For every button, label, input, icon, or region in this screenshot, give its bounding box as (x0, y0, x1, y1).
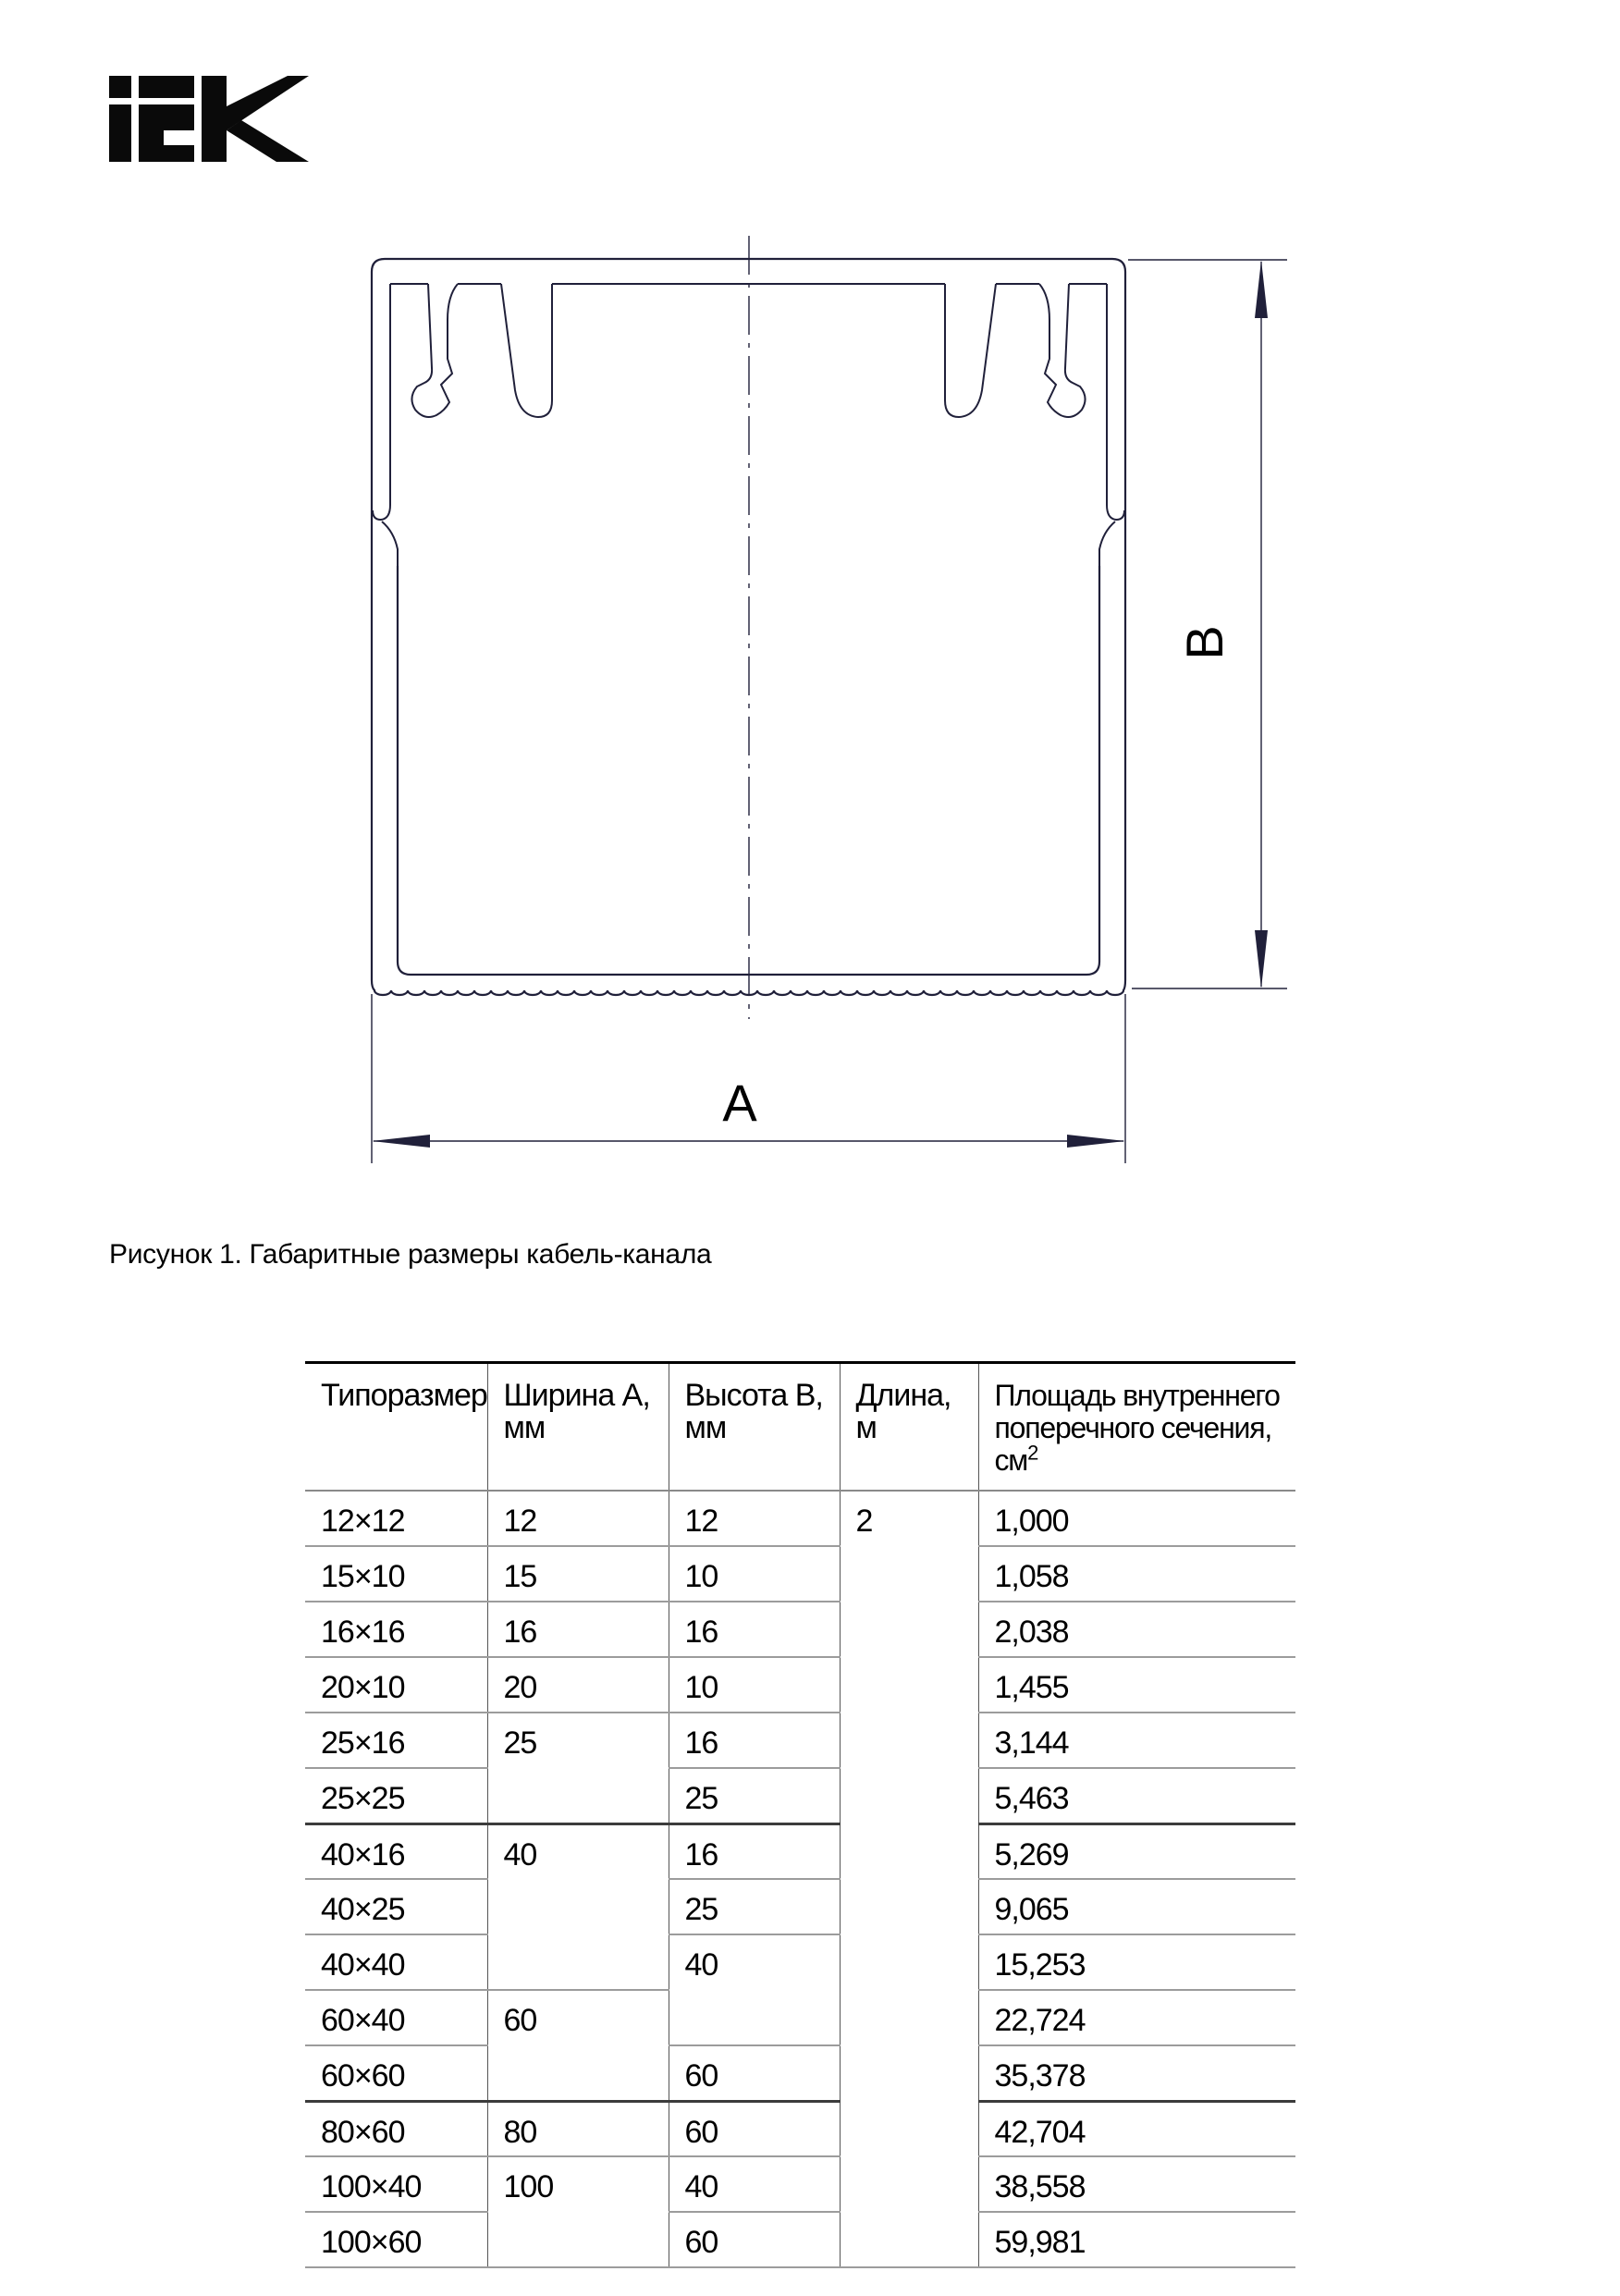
table-row (305, 1934, 1295, 1990)
header-length: Длина, м (840, 1363, 978, 1492)
cell-size: 25×16 (305, 1713, 487, 1768)
header-size: Типоразмер (305, 1363, 487, 1492)
cell-area: 22,724 (978, 1990, 1295, 2045)
cell-area: 15,253 (978, 1934, 1295, 1990)
cell-height: 40 (669, 1934, 840, 2045)
cell-height: 16 (669, 1823, 840, 1879)
cell-width: 15 (487, 1546, 669, 1602)
cell-area: 35,378 (978, 2045, 1295, 2101)
logo-i-dot (109, 76, 131, 98)
cell-length: 2 (840, 1491, 978, 2267)
latch-right (945, 284, 1124, 566)
cell-area: 5,463 (978, 1768, 1295, 1823)
logo-e-top (139, 76, 194, 98)
cell-height: 60 (669, 2101, 840, 2156)
logo-e-body (139, 104, 194, 162)
cell-area: 1,000 (978, 1491, 1295, 1546)
dimension-a (372, 1074, 1125, 1148)
cell-area: 1,455 (978, 1657, 1295, 1713)
cell-size: 16×16 (305, 1602, 487, 1657)
table-row (305, 2045, 1295, 2101)
cell-height: 25 (669, 1879, 840, 1934)
table-row (305, 2101, 1295, 2156)
cell-area: 38,558 (978, 2156, 1295, 2212)
table-row (305, 1546, 1295, 1602)
cell-height: 12 (669, 1491, 840, 1546)
cell-height: 25 (669, 1768, 840, 1823)
cell-width: 80 (487, 2101, 669, 2156)
header-area-superscript: 2 (1027, 1441, 1039, 1465)
cell-height: 16 (669, 1713, 840, 1768)
cell-size: 15×10 (305, 1546, 487, 1602)
cell-width: 20 (487, 1657, 669, 1713)
cell-width: 12 (487, 1491, 669, 1546)
arrowhead-up-icon (1255, 260, 1268, 318)
latch-left (373, 284, 552, 566)
cell-height: 10 (669, 1657, 840, 1713)
table-row (305, 1602, 1295, 1657)
dim-label-a: A (722, 1074, 757, 1132)
cell-size: 60×60 (305, 2045, 487, 2101)
cell-area: 9,065 (978, 1879, 1295, 1934)
cell-width: 25 (487, 1713, 669, 1823)
cell-size: 60×40 (305, 1990, 487, 2045)
cell-area: 3,144 (978, 1713, 1295, 1768)
cell-size: 40×16 (305, 1823, 487, 1879)
dim-label-b: B (1175, 625, 1233, 660)
table-row (305, 1823, 1295, 1879)
cell-area: 59,981 (978, 2212, 1295, 2267)
cell-height: 10 (669, 1546, 840, 1602)
table-row (305, 1657, 1295, 1713)
header-area-line1: Площадь внутреннего (994, 1379, 1280, 1412)
cell-size: 100×60 (305, 2212, 487, 2267)
table-row (305, 2156, 1295, 2212)
cell-height: 40 (669, 2156, 840, 2212)
table-row (305, 1879, 1295, 1934)
dimensions-table (305, 1361, 1295, 2268)
arrowhead-right-icon (1067, 1135, 1125, 1148)
cell-width: 40 (487, 1823, 669, 1990)
cell-area: 2,038 (978, 1602, 1295, 1657)
cell-height: 60 (669, 2212, 840, 2267)
header-area-line2: поперечного сечения, см (994, 1411, 1272, 1477)
cell-width: 16 (487, 1602, 669, 1657)
cell-height: 60 (669, 2045, 840, 2101)
cell-size: 100×40 (305, 2156, 487, 2212)
cell-size: 20×10 (305, 1657, 487, 1713)
cell-width: 60 (487, 1990, 669, 2101)
cell-area: 42,704 (978, 2101, 1295, 2156)
logo-i-stem (109, 104, 131, 162)
extension-lines (372, 260, 1287, 1163)
cell-size: 40×40 (305, 1934, 487, 1990)
figure-caption: Рисунок 1. Габаритные размеры кабель-канала (109, 1239, 712, 1270)
cell-height: 16 (669, 1602, 840, 1657)
table-row (305, 1768, 1295, 1823)
cell-area: 5,269 (978, 1823, 1295, 1879)
cell-size: 25×25 (305, 1768, 487, 1823)
cell-size: 80×60 (305, 2101, 487, 2156)
cable-channel-cross-section-drawing (259, 139, 1350, 1202)
arrowhead-left-icon (372, 1135, 430, 1148)
cell-width: 100 (487, 2156, 669, 2267)
logo-k-stem (202, 76, 227, 162)
table-header-row (305, 1363, 1295, 1492)
header-area (978, 1363, 1295, 1492)
header-width: Ширина А, мм (487, 1363, 669, 1492)
cell-size: 40×25 (305, 1879, 487, 1934)
cell-size: 12×12 (305, 1491, 487, 1546)
table-row (305, 1713, 1295, 1768)
header-height: Высота В, мм (669, 1363, 840, 1492)
dimension-b (1175, 260, 1268, 988)
table-row (305, 2212, 1295, 2267)
table-row (305, 1491, 1295, 1546)
cell-area: 1,058 (978, 1546, 1295, 1602)
arrowhead-down-icon (1255, 930, 1268, 988)
